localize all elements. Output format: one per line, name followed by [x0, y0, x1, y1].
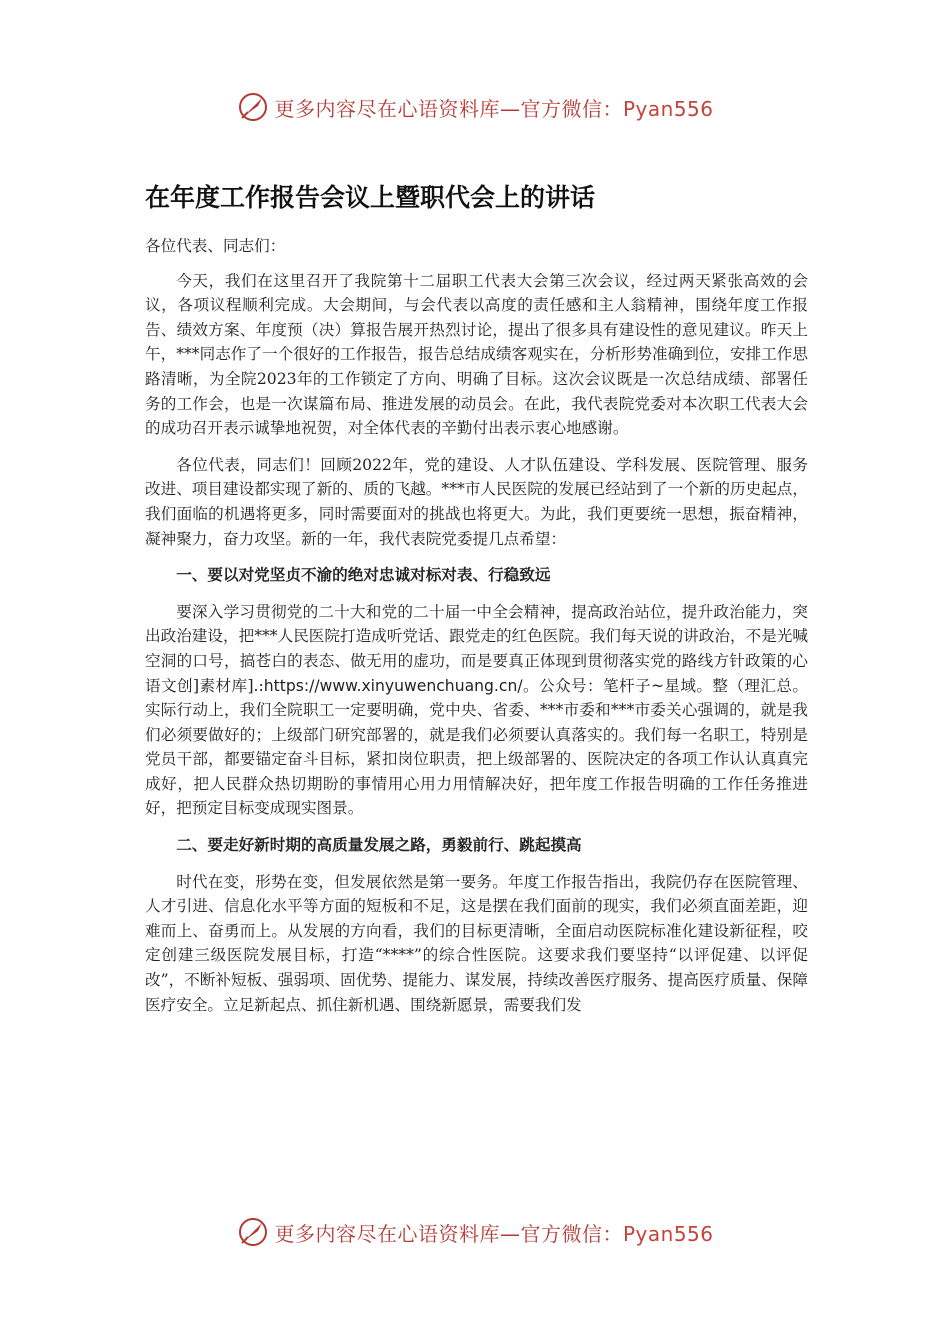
document-body	[145, 234, 808, 1029]
document-title: 在年度工作报告会议上暨职代会上的讲话	[145, 183, 596, 212]
paragraph-1: 今天，我们在这里召开了我院第十二届职工代表大会第三次会议，经过两天紧张高效的会议，各项议程顺利完成。大会期间，与会代表以高度的责任感和主人翁精神，围绕年度工作报告、绩效方案、年度预（决）算报告展开热烈讨论，提出了很多具有建设性的意见建议。昨天上午，***同志作了一个很好的工作报告，报告总结成绩客观实在，分析形势准确到位，安排工作思路清晰，为全院2023年的工作锁定了方向、明确了目标。这次会议既是一次总结成绩、部署任务的工作会，也是一次谋篇布局、推进发展的动员会。在此，我代表院党委对本次职工代表大会的成功召开表示诚挚地祝贺，对全体代表的辛勤付出表示衷心地感谢。	[145, 271, 808, 438]
salutation: 各位代表、同志们：	[145, 237, 286, 255]
paragraph-2: 各位代表，同志们！回顾2022年，党的建设、人才队伍建设、学科发展、医院管理、服务改进、项目建设都实现了新的、质的飞越。***市人民医院的发展已经站到了一个新的历史起点，我们面临的机遇将更多，同时需要面对的挑战也将更大。为此，我们更要统一思想，振奋精神，凝神聚力，奋力攻坚。新的一年，我代表院党委提几点希望：	[145, 455, 808, 548]
watermark-banner-top	[0, 82, 950, 132]
quill-logo-icon	[236, 90, 270, 124]
watermark-text: 更多内容尽在心语资料库—官方微信：Pyan556	[274, 96, 714, 121]
wechat-id: Pyan556	[622, 1221, 714, 1246]
watermark-text: 更多内容尽在心语资料库—官方微信：Pyan556	[274, 1221, 714, 1246]
paragraph-3: 要深入学习贯彻党的二十大和党的二十届一中全会精神，提高政治站位，提升政治能力，突出政治建设，把***人民医院打造成听党话、跟党走的红色医院。我们每天说的讲政治，不是光喊空洞的口号，搞苍白的表态、做无用的虚功，而是要真正体现到贯彻落实党的路线方针政策的心语文创]素材库].:https://www.xinyuwenchuang.cn/。公众号：笔杆子~星域。整（理汇总。实际行动上，我们全院职工一定要明确，党中央、省委、***市委和***市委关心强调的，就是我们必须要做好的；上级部门研究部署的，就是我们必须要认真落实的。我们每一名职工，特别是党员干部，都要锚定奋斗目标，紧扣岗位职责，把上级部署的、医院决定的各项工作认认真真完成好，把人民群众热切期盼的事情用心用力用情解决好，把年度工作报告明确的工作任务推进好，把预定目标变成现实图景。	[145, 602, 808, 818]
watermark-banner-bottom	[0, 1207, 950, 1257]
section-heading-1: 一、要以对党坚贞不渝的绝对忠诚对标对表、行稳致远	[176, 566, 551, 585]
source-url: https://www.xinyuwenchuang.cn/	[263, 676, 523, 695]
paragraph-4: 时代在变，形势在变，但发展依然是第一要务。年度工作报告指出，我院仍存在医院管理、人才引进、信息化水平等方面的短板和不足，这是摆在我们面前的现实，我们必须直面差距，迎难而上、奋勇而上。从发展的方向看，我们的目标更清晰，全面启动医院标准化建设新征程，咬定创建三级医院发展目标，打造“****”的综合性医院。这要求我们要坚持“以评促建、以评促改”，不断补短板、强弱项、固优势、提能力、谋发展，持续改善医疗服务、提高医疗质量、保障医疗安全。立足新起点、抓住新机遇、围绕新愿景，需要我们发	[145, 872, 808, 1014]
section-heading-2: 二、要走好新时期的高质量发展之路，勇毅前行、跳起摸高	[176, 836, 582, 855]
wechat-id: Pyan556	[622, 96, 714, 121]
quill-logo-icon	[236, 1215, 270, 1249]
